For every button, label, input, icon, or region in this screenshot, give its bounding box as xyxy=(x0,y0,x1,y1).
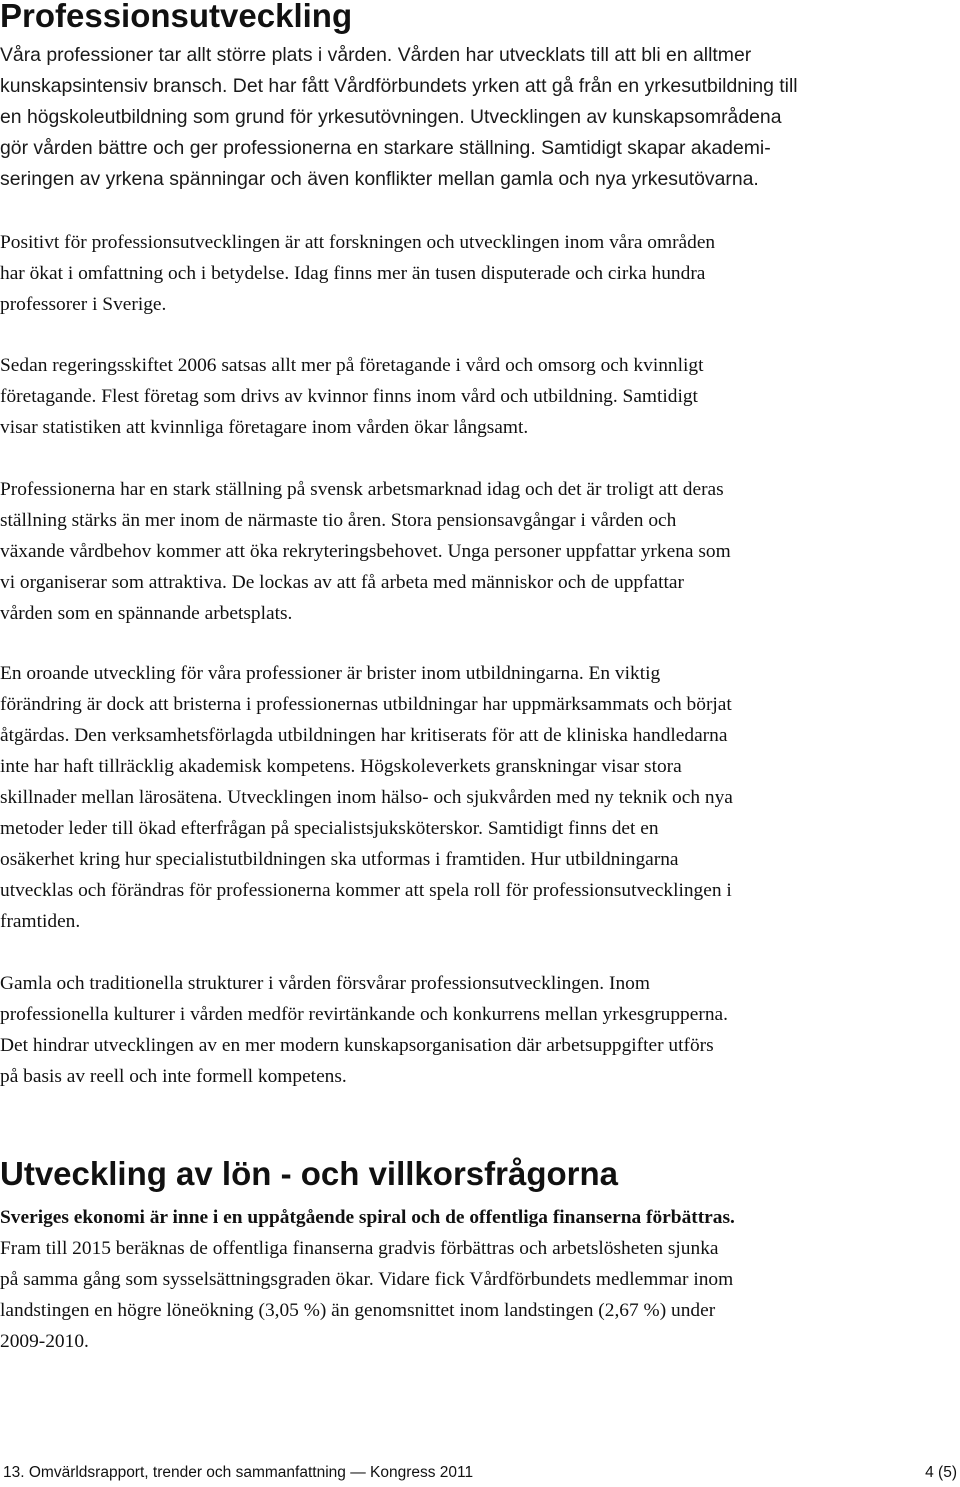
section-heading-professionsutveckling: Professionsutveckling xyxy=(0,0,353,34)
enterprise-paragraph xyxy=(0,350,900,443)
text-line: Gamla och traditionella strukturer i vården försvårar professionsutvecklingen. Inom xyxy=(0,973,650,994)
text-line: professorer i Sverige. xyxy=(0,294,167,315)
text-line: ställning stärks än mer inom de närmaste tio åren. Stora pensionsavgångar i vården och xyxy=(0,510,677,531)
text-line: vi organiserar som attraktiva. De lockas av att få arbeta med människor och de uppfattar xyxy=(0,572,684,593)
text-line: företagande. Flest företag som drivs av kvinnor finns inom vård och utbildning. Samtidigt xyxy=(0,386,698,407)
text-line: En oroande utveckling för våra professioner är brister inom utbildningarna. En viktig xyxy=(0,663,661,684)
page-footer xyxy=(0,1462,960,1484)
labour-market-paragraph xyxy=(0,474,900,629)
text-line: Positivt för professionsutvecklingen är att forskningen och utvecklingen inom våra områden xyxy=(0,232,716,253)
text-line: kunskapsintensiv bransch. Det har fått Vårdförbundets yrken att gå från en yrkesutbildning till xyxy=(0,75,798,97)
intro-paragraph xyxy=(0,40,900,195)
text-line: gör vården bättre och ger professionerna en starkare ställning. Samtidigt skapar akademi- xyxy=(0,137,771,159)
research-paragraph xyxy=(0,227,900,320)
text-line: förändring är dock att bristerna i professionernas utbildningar har uppmärksammats och börjat xyxy=(0,694,732,715)
economy-paragraph xyxy=(0,1202,900,1357)
text-line: professionella kulturer i vården medför revirtänkande och konkurrens mellan yrkesgrupperna. xyxy=(0,1004,728,1025)
text-line: Fram till 2015 beräknas de offentliga finanserna gradvis förbättras och arbetslösheten sjunka xyxy=(0,1238,719,1259)
footer-page-number: 4 (5) xyxy=(925,1464,957,1481)
text-line: åtgärdas. Den verksamhetsförlagda utbildningen har kritiserats för att de kliniska handledarna xyxy=(0,725,728,746)
text-line: på samma gång som sysselsättningsgraden ökar. Vidare fick Vårdförbundets medlemmar inom xyxy=(0,1269,734,1290)
text-line: 2009-2010. xyxy=(0,1331,89,1352)
text-line: skillnader mellan lärosätena. Utvecklingen inom hälso- och sjukvården med ny teknik och nya xyxy=(0,787,733,808)
text-line: osäkerhet kring hur specialistutbildningen ska utformas i framtiden. Hur utbildningarna xyxy=(0,849,679,870)
text-line: seringen av yrkena spänningar och även konflikter mellan gamla och nya yrkesutövarna. xyxy=(0,168,759,190)
footer-document-title: 13. Omvärldsrapport, trender och sammanfattning — Kongress 2011 xyxy=(3,1464,474,1481)
text-line: växande vårdbehov kommer att öka rekryteringsbehovet. Unga personer uppfattar yrkena som xyxy=(0,541,731,562)
text-line: landstingen en högre löneökning (3,05 %) än genomsnittet inom landstingen (2,67 %) under xyxy=(0,1300,716,1321)
education-paragraph xyxy=(0,658,900,937)
text-line: utvecklas och förändras för professionerna kommer att spela roll för professionsutvecklingen i xyxy=(0,880,732,901)
text-line: vården som en spännande arbetsplats. xyxy=(0,603,293,624)
text-line: visar statistiken att kvinnliga företagare inom vården ökar långsamt. xyxy=(0,417,529,438)
text-line: en högskoleutbildning som grund för yrkesutövningen. Utvecklingen av kunskapsområdena xyxy=(0,106,782,128)
lead-sentence: Sveriges ekonomi är inne i en uppåtgående spiral och de offentliga finanserna förbättras. xyxy=(0,1207,735,1228)
text-line: Sedan regeringsskiftet 2006 satsas allt mer på företagande i vård och omsorg och kvinnligt xyxy=(0,355,704,376)
text-line: inte har haft tillräcklig akademisk kompetens. Högskoleverkets granskningar visar stora xyxy=(0,756,682,777)
text-line: framtiden. xyxy=(0,911,81,932)
text-line: Det hindrar utvecklingen av en mer modern kunskapsorganisation där arbetsuppgifter utförs xyxy=(0,1035,714,1056)
section-heading-salary-conditions: Utveckling av lön - och villkorsfrågorna xyxy=(0,1155,618,1192)
text-line: metoder leder till ökad efterfrågan på specialistsjuksköterskor. Samtidigt finns det en xyxy=(0,818,659,839)
text-line: på basis av reell och inte formell kompetens. xyxy=(0,1066,347,1087)
text-line: Våra professioner tar allt större plats i vården. Vården har utvecklats till att bli en alltmer xyxy=(0,44,752,66)
structures-paragraph xyxy=(0,968,900,1092)
text-line: har ökat i omfattning och i betydelse. Idag finns mer än tusen disputerade och cirka hundra xyxy=(0,263,706,284)
text-line: Professionerna har en stark ställning på svensk arbetsmarknad idag och det är troligt att deras xyxy=(0,479,724,500)
